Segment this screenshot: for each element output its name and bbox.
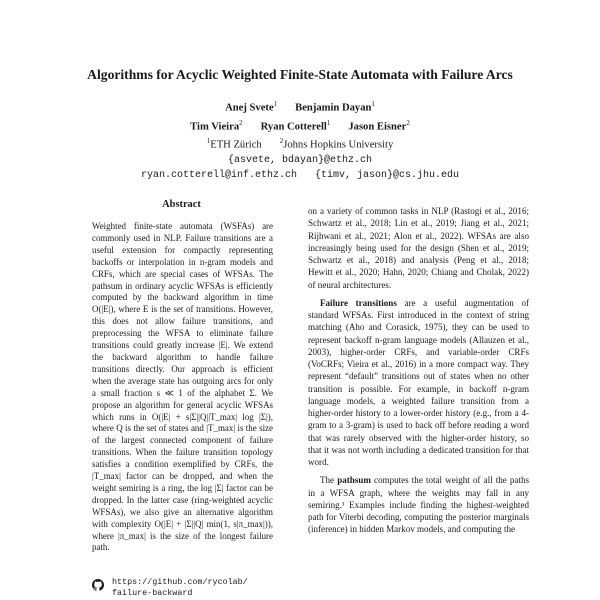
paper-title: Algorithms for Acyclic Weighted Finite-State Automata with Failure Arcs: [87, 67, 513, 82]
author-line-1: Anej Svete$^1$ Benjamin Dayan$^1$: [225, 100, 375, 114]
author-block: [0, 97, 600, 183]
email-line-1: {asvete, bdayan}@ethz.ch: [227, 154, 373, 166]
paragraph-2: Failure transitions are a useful augmentation of standard WFSAs. First introduced in the context of string matching (Aho and Corasick, 1975), they can be used to represent backoff n-gram language models (Allauzen et al., 2003), higher-order CRFs, and variable-order CRFs (VoCRFs; Vieira et al., 2016) in a more compact way. They represent “default” transitions out of states when no other transition is possible. For example, in backoff n-gram language models, a weighted failure transition from a higher-order history to a lower-order history (e.g., from a 4-gram to a 3-gram) is used to back off before reading a word that was rarely observed with the higher-order history, so that it was not worth including a dedicated transition for that word.: [308, 297, 529, 467]
github-icon: [92, 579, 104, 591]
paragraph-1: on a variety of common tasks in NLP (Rastogi et al., 2016; Schwartz et al., 2018; Lin et al., 2019; Jiang et al., 2021; Rijhwani et al., 2021; Alon et al., 2022). WFSAs are also increasingly being used for the design (Shen et al., 2019; Schwartz et al., 2018) and analysis (Peng et al., 2018; Hewitt et al., 2020; Hahn, 2020; Chiang and Cholak, 2022) of neural architectures.: [308, 206, 529, 290]
abstract-heading: Abstract: [162, 199, 201, 210]
right-column: [308, 205, 529, 542]
author-name: Jason Eisner: [348, 121, 407, 133]
author-name: Anej Svete: [225, 102, 274, 114]
paragraph-3: The pathsum computes the total weight of all the paths in a WFSA graph, where the weights may fall in any semiring.¹ Examples include finding the highest-weighted path for Viterbi decoding, computing the posterior marginals (inference) in hidden Markov models, and computing the: [308, 475, 529, 535]
author-name: Tim Vieira: [190, 121, 240, 133]
email-line-2: ryan.cotterell@inf.ethz.ch {timv, jason}@cs.jhu.edu: [140, 169, 460, 181]
repo-link[interactable]: https://github.com/rycolab/ failure-backward: [112, 577, 248, 598]
author-name: Ryan Cotterell: [260, 121, 327, 133]
author-name: Benjamin Dayan: [295, 102, 372, 114]
affiliations: $^1$ETH Zürich $^2$Johns Hopkins University: [206, 137, 394, 151]
abstract-text: Weighted finite-state automata (WSFAs) are commonly used in NLP. Failure transitions are a useful extension for compactly representing backoffs or interpolation in n-gram models and CRFs, which are special cases of WFSAs. The pathsum in ordinary acyclic WFSAs is efficiently computed by the backward algorithm in time O(|E|), where E is the set of transitions. However, this does not allow failure transitions, and preprocessing the WFSA to eliminate failure transitions could greatly increase |E|. We extend the backward algorithm to handle failure transitions directly. Our approach is efficient when the average state has outgoing arcs for only a small fraction s ≪ 1 of the alphabet Σ. We propose an algorithm for general acyclic WFSAs which runs in O(|E| + s|Σ||Q||T_max| log |Σ|), where Q is the set of states and |T_max| is the size of the largest connected component of failure transitions. When the failure transition topology satisfies a condition exemplified by CRFs, the |T_max| factor can be dropped, and when the weight semiring is a ring, the log |Σ| factor can be dropped. In the latter case (ring-weighted acyclic WFSAs), we also give an alternative algorithm with complexity O(|E| + |Σ||Q| min(1, s|π_max|)), where |π_max| is the size of the longest failure path.: [92, 221, 273, 553]
author-line-2: Tim Vieira$^2$ Ryan Cotterell$^1$ Jason Eisner$^2$: [190, 118, 410, 133]
